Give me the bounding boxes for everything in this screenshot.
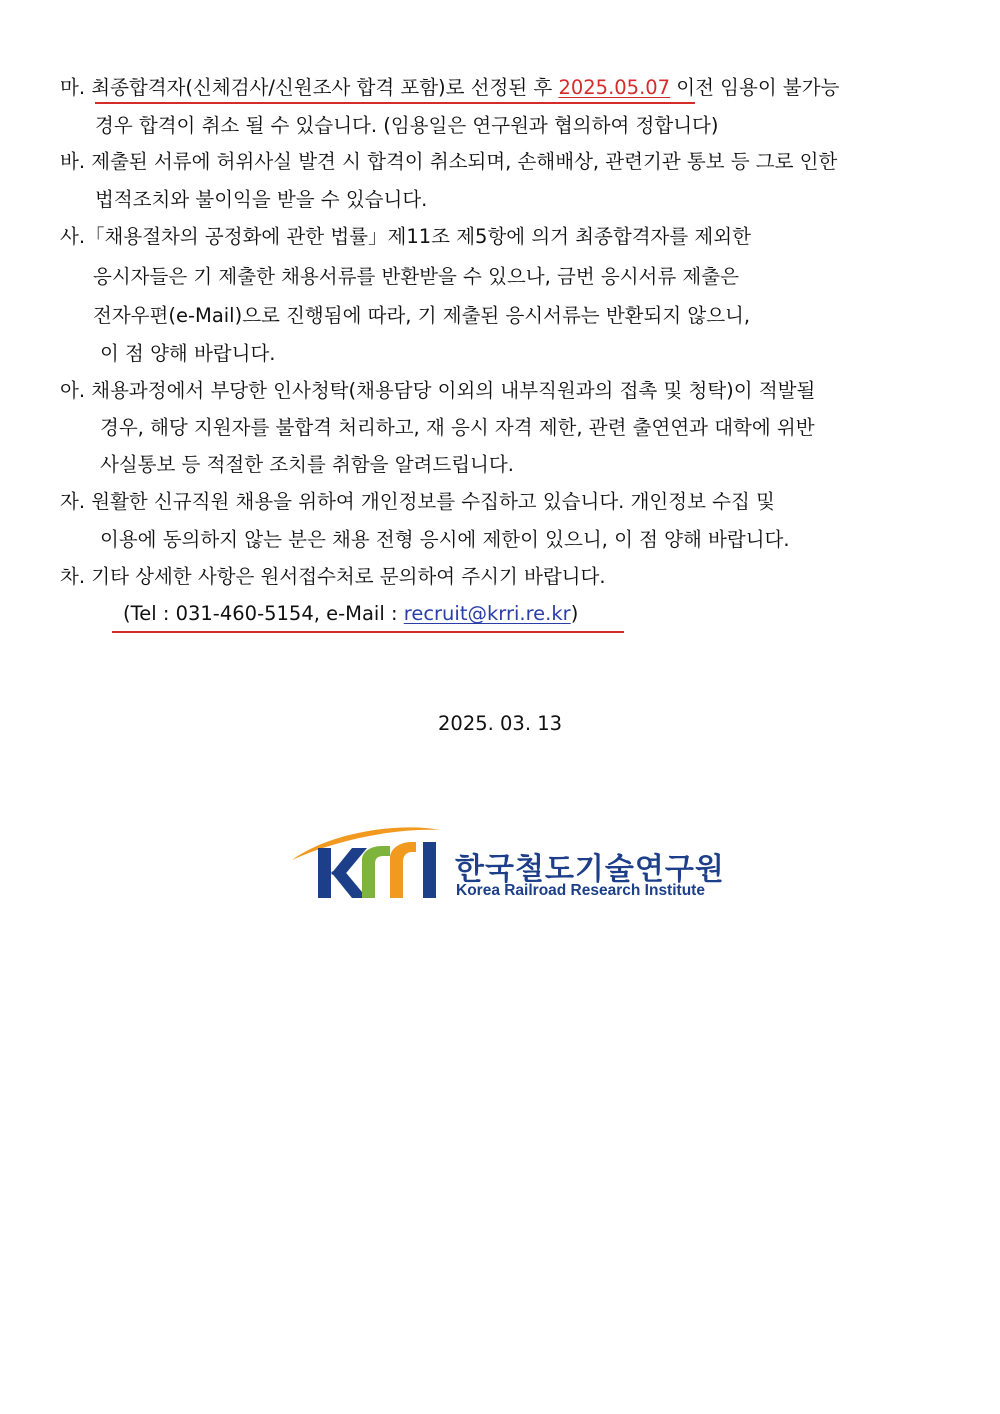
notice-a-line3: 사실통보 등 적절한 조치를 취함을 알려드립니다. bbox=[100, 453, 514, 476]
contact-tel-text: (Tel : 031-460-5154, e-Mail : bbox=[123, 602, 404, 625]
logo-i-stem bbox=[423, 842, 436, 898]
krri-logo-mark bbox=[290, 822, 455, 912]
logo-k-lower-arm bbox=[331, 868, 367, 898]
notice-cha-line1: 차. 기타 상세한 사항은 원서접수처로 문의하여 주시기 바랍니다. bbox=[60, 565, 606, 588]
logo-english-name: Korea Railroad Research Institute bbox=[456, 882, 705, 899]
notice-sa-line4: 이 점 양해 바랍니다. bbox=[100, 342, 276, 365]
notice-ma-text-pre: 마. 최종합격자(신체검사/신원조사 합격 포함)로 선정된 후 bbox=[60, 76, 559, 99]
notice-sa-line3: 전자우편(e-Mail)으로 진행됨에 따라, 기 제출된 응시서류는 반환되지 않으니, bbox=[93, 304, 751, 327]
notice-ma-text-post: 이전 임용이 불가능 bbox=[670, 76, 840, 99]
appointment-deadline-date: 2025.05.07 bbox=[558, 76, 671, 99]
notice-sa-line1: 사.「채용절차의 공정화에 관한 법률」제11조 제5항에 의거 최종합격자를 제외한 bbox=[60, 225, 751, 248]
contact-line bbox=[123, 600, 578, 628]
notice-sa-line2: 응시자들은 기 제출한 채용서류를 반환받을 수 있으나, 금번 응시서류 제출은 bbox=[93, 265, 739, 288]
contact-underline bbox=[112, 631, 624, 633]
notice-a-line2: 경우, 해당 지원자를 불합격 처리하고, 재 응시 자격 제한, 관련 출연연과 대학에 위반 bbox=[100, 416, 815, 439]
notice-ja-line1: 자. 원활한 신규직원 채용을 위하여 개인정보를 수집하고 있습니다. 개인정보 수집 및 bbox=[60, 490, 775, 513]
notice-ba-line2: 법적조치와 불이익을 받을 수 있습니다. bbox=[95, 188, 428, 211]
logo-k-stem bbox=[318, 848, 331, 898]
contact-email-link[interactable]: recruit@krri.re.kr bbox=[403, 602, 571, 625]
notice-ma-underline bbox=[95, 102, 695, 104]
logo-korean-name: 한국철도기술연구원 bbox=[455, 852, 725, 887]
notice-ma-line1 bbox=[60, 74, 839, 102]
notice-ja-line2: 이용에 동의하지 않는 분은 채용 전형 응시에 제한이 있으니, 이 점 양해 바랍니다. bbox=[100, 528, 790, 551]
notice-ba-line1: 바. 제출된 서류에 허위사실 발견 시 합격이 취소되며, 손해배상, 관련기관 통보 등 그로 인한 bbox=[60, 150, 838, 173]
document-date: 2025. 03. 13 bbox=[438, 712, 563, 735]
notice-ma-line2: 경우 합격이 취소 될 수 있습니다. (임용일은 연구원과 협의하여 정합니다) bbox=[95, 114, 719, 137]
notice-a-line1: 아. 채용과정에서 부당한 인사청탁(채용담당 이외의 내부직원과의 접촉 및 청탁)이 적발될 bbox=[60, 379, 816, 402]
contact-close-paren: ) bbox=[570, 602, 579, 625]
krri-logo bbox=[290, 822, 730, 912]
logo-r2-orange bbox=[390, 842, 416, 898]
logo-r1-green bbox=[362, 846, 390, 898]
